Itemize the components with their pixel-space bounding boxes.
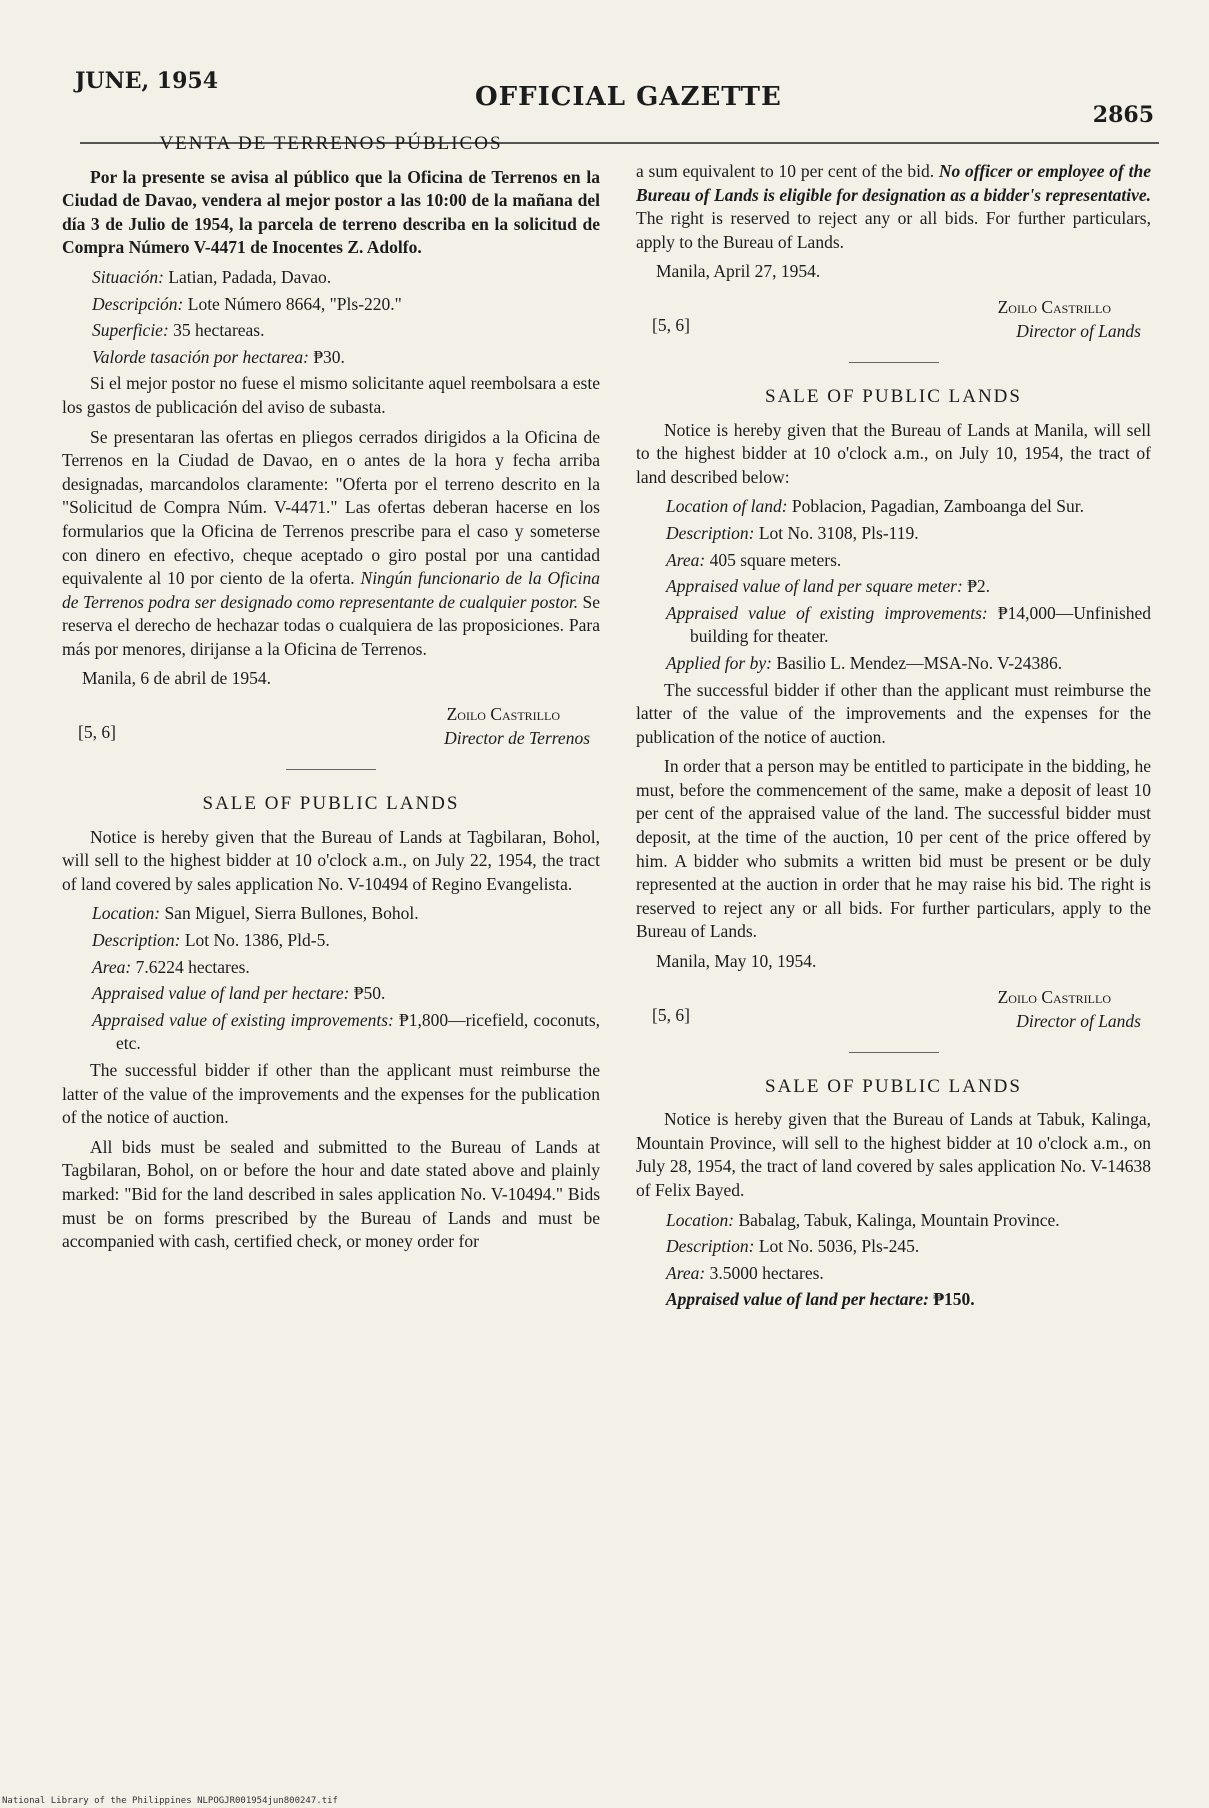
issue-ref: [5, 6] <box>652 314 690 335</box>
notice-es-items <box>62 266 600 369</box>
section-divider <box>849 1052 939 1053</box>
signatory-role: Director de Terrenos <box>444 728 590 749</box>
list-item: Location: San Miguel, Sierra Bullones, Bohol. <box>92 903 419 924</box>
notice-pagadian-date: Manila, May 10, 1954. <box>656 951 817 972</box>
continuation-signature <box>636 296 1151 352</box>
list-item: Description: Lot No. 5036, Pls-245. <box>666 1236 920 1257</box>
notice-es-signature <box>62 703 600 759</box>
list-item: Location of land: Poblacion, Pagadian, Zamboanga del Sur. <box>666 496 1084 517</box>
list-item: Area: 3.5000 hectares. <box>666 1262 824 1283</box>
notice-tagbilaran-items <box>62 902 600 1056</box>
list-item: Appraised value of land per square meter: ₱2. <box>666 576 991 597</box>
signatory-name: Zoilo Castrillo <box>997 296 1111 317</box>
page-number: 2865 <box>1092 102 1154 128</box>
notice-pagadian-para2: In order that a person may be entitled to participate in the bidding, he must, before the commencement of the same, make a deposit of least 10 per cent of the appraised value of the land. The successful bidder must deposit, at the time of the auction, 10 per cent of the price offered by him. A bidder who submits a written bid must be present or be duly represented at the auction in order that he may raise his bid. The right is reserved to reject any or all bids. For further particulars, apply to the Bureau of Lands. <box>636 756 1151 942</box>
list-item: Valorde tasación por hectarea: ₱30. <box>92 346 345 367</box>
section-divider <box>849 362 939 363</box>
notice-pagadian-intro: Notice is hereby given that the Bureau of Lands at Manila, will sell to the highest bidder at 10 o'clock a.m., on July 10, 1954, the tract of land described below: <box>636 419 1151 487</box>
signatory-name: Zoilo Castrillo <box>446 704 560 725</box>
page-header <box>75 68 1154 128</box>
notice-es-date: Manila, 6 de abril de 1954. <box>82 668 272 689</box>
continuation-date: Manila, April 27, 1954. <box>656 261 821 282</box>
issue-ref: [5, 6] <box>78 722 116 743</box>
signatory-name: Zoilo Castrillo <box>997 986 1111 1007</box>
list-item: Location: Babalag, Tabuk, Kalinga, Mountain Province. <box>666 1209 1060 1230</box>
notice-tabuk-title: SALE OF PUBLIC LANDS <box>765 1075 1022 1097</box>
list-item: Appraised value of existing improvements: ₱14,000—Unfinished building for theater. <box>666 602 1152 647</box>
notice-tagbilaran-intro: Notice is hereby given that the Bureau of Lands at Tagbilaran, Bohol, will sell to the highest bidder at 10 o'clock a.m., on July 22, 1954, the tract of land covered by sales application No. V-10494 of Regino Evangelista. <box>62 826 600 894</box>
scan-footer: National Library of the Philippines NLPOGJR001954jun800247.tif <box>2 1796 338 1806</box>
right-column <box>636 160 1151 1315</box>
notice-tagbilaran-para2: All bids must be sealed and submitted to the Bureau of Lands at Tagbilaran, Bohol, on or before the hour and date stated above and plainly marked: "Bid for the land described in sales application No. V-10494." Bids must be on forms prescribed by the Bureau of Lands and must be accompanied with cash, certified check, or money order for <box>62 1136 600 1252</box>
list-item: Area: 405 square meters. <box>666 549 842 570</box>
notice-pagadian-para1: The successful bidder if other than the applicant must reimburse the latter of the value of the improvements and the expenses for the publication of the notice of auction. <box>636 679 1151 747</box>
list-item: Applied for by: Basilio L. Mendez—MSA-No. V-24386. <box>666 652 1063 673</box>
signatory-role: Director of Lands <box>1016 1010 1141 1031</box>
continuation-text: a sum equivalent to 10 per cent of the bid. No officer or employee of the Bureau of Lands is eligible for designation as a bidder's representative. The right is reserved to reject any or all bids. For further particulars, apply to the Bureau of Lands. <box>636 161 1151 252</box>
section-divider <box>286 769 376 770</box>
signatory-role: Director of Lands <box>1016 320 1141 341</box>
list-item: Description: Lot No. 3108, Pls-119. <box>666 522 919 543</box>
list-item: Situación: Latian, Padada, Davao. <box>92 266 332 287</box>
notice-tagbilaran-title: SALE OF PUBLIC LANDS <box>202 793 460 815</box>
notice-tabuk-intro: Notice is hereby given that the Bureau of Lands at Tabuk, Kalinga, Mountain Province, will sell to the highest bidder at 10 o'clock a.m., on July 28, 1954, the tract of land covered by sales application No. V-14638 of Felix Bayed. <box>636 1109 1151 1200</box>
notice-pagadian-title: SALE OF PUBLIC LANDS <box>765 385 1022 407</box>
issue-ref: [5, 6] <box>652 1004 690 1025</box>
issue-date: JUNE, 1954 <box>75 68 219 94</box>
notice-es-title: VENTA DE TERRENOS PÚBLICOS <box>159 133 503 154</box>
list-item: Descripción: Lote Número 8664, "Pls-220." <box>92 293 402 314</box>
notice-pagadian-signature <box>636 986 1151 1042</box>
list-item: Appraised value of land per hectare: ₱150. <box>666 1289 975 1310</box>
list-item: Appraised value of existing improvements: ₱1,800—ricefield, coconuts, etc. <box>92 1009 601 1054</box>
list-item: Area: 7.6224 hectares. <box>92 956 250 977</box>
left-column <box>62 132 600 1260</box>
notice-es-para1: Si el mejor postor no fuese el mismo solicitante aquel reembolsara a este los gastos de publicación del aviso de subasta. <box>62 373 600 417</box>
notice-pagadian-items <box>636 495 1151 675</box>
notice-es-para2: Se presentaran las ofertas en pliegos cerrados dirigidos a la Oficina de Terrenos en la Ciudad de Davao, en o antes de la hora y fecha arriba designadas, marcandolos claramente: "Oferta por el terreno descrito en la "Solicitud de Compra Núm. V-4471." Las ofertas deberan hacerse en los formularios que la Oficina de Terrenos prescribe para el caso y someterse con dinero en efectivo, cheque aceptado o giro postal por una cantidad equivalente al 10 por ciento de la oferta. Ningún funcionario de la Oficina de Terrenos podra ser designado como representante de cualquier postor. Se reserva el derecho de hechazar todas o cualquiera de las proposiciones. Para más por menores, dirijanse a la Oficina de Terrenos. <box>62 426 601 659</box>
notice-tabuk-items <box>636 1209 1151 1312</box>
list-item: Description: Lot No. 1386, Pld-5. <box>92 930 330 951</box>
notice-es-intro: Por la presente se avisa al público que la Oficina de Terrenos en la Ciudad de Davao, vendera al mejor postor a las 10:00 de la mañana del día 3 de Julio de 1954, la parcela de terreno describa en la solicitud de Compra Número V-4471 de Inocentes Z. Adolfo. <box>62 166 600 258</box>
list-item: Superficie: 35 hectareas. <box>92 320 265 341</box>
list-item: Appraised value of land per hectare: ₱50. <box>92 983 386 1004</box>
notice-tagbilaran-para1: The successful bidder if other than the applicant must reimburse the latter of the value of the improvements and the expenses for the publication of the notice of auction. <box>62 1060 600 1128</box>
publication-title: OFFICIAL GAZETTE <box>475 82 782 112</box>
